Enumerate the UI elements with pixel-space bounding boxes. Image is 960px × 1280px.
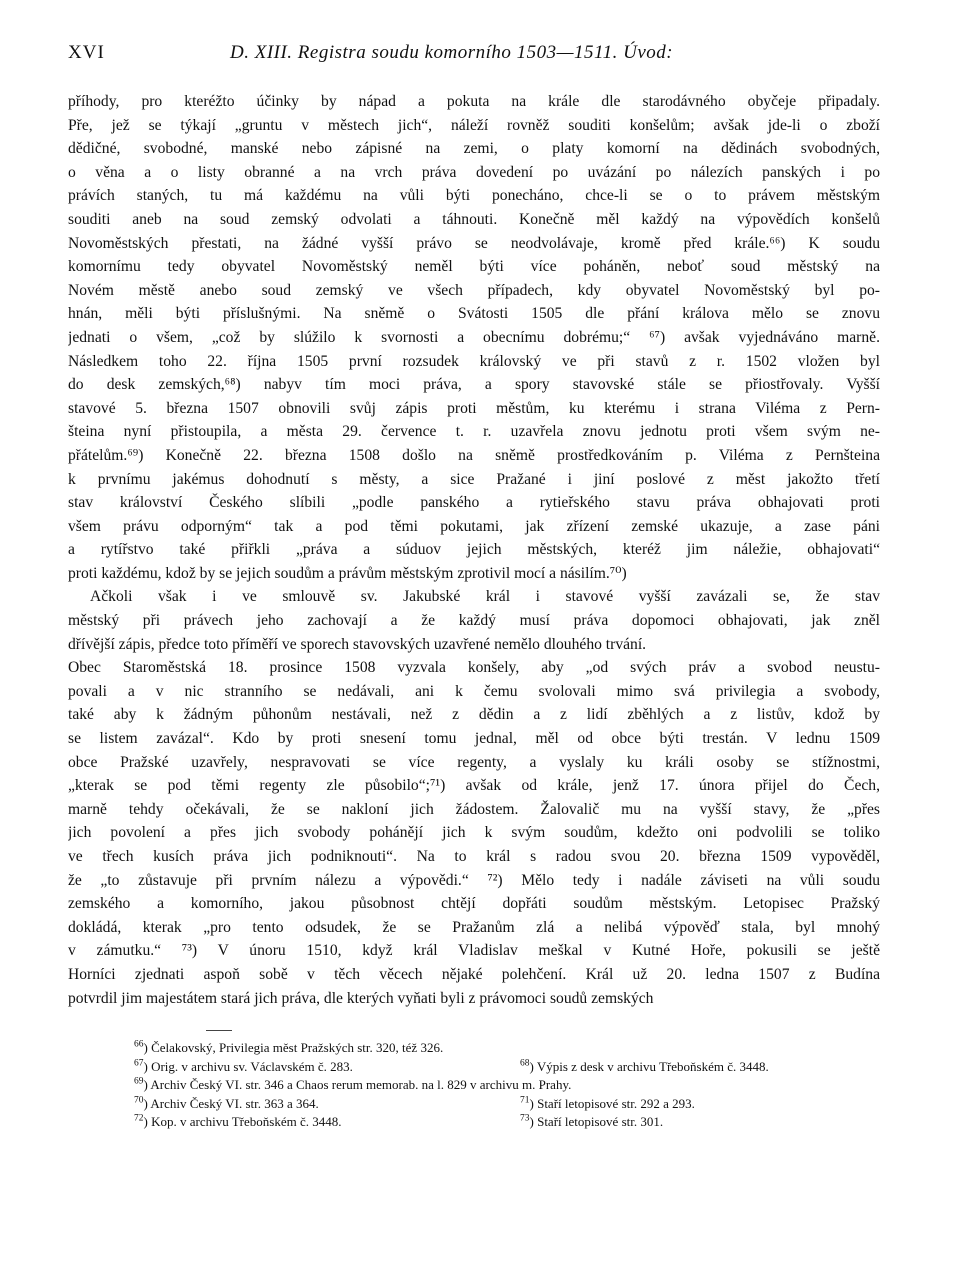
- footnote-text: Orig. v archivu sv. Václavském č. 283.: [151, 1058, 353, 1074]
- footnote: $^{68}$) Výpis z desk v archivu Třeboňském č. 3448.: [520, 1058, 769, 1074]
- text-line: v zámutku.“ ⁷³) V únoru 1510, když král Vladislav meškal v Kutné Hoře, pokusili se ještě: [68, 942, 880, 960]
- text-line: šteina nyní přistoupila, a města 29. července t. r. uzavřela znovu jednotu proti všem svým ne-: [68, 423, 880, 441]
- text-line: také aby k žádným půhonům nestávali, než z dědin a z lidí zběhlých a z listův, kdož by: [68, 706, 880, 724]
- footnote-text: Výpis z desk v archivu Třeboňském č. 3448.: [536, 1058, 769, 1074]
- text-line: právích staných, tu má každému na vůli býti ponecháno, chce-li se o to právem městským: [68, 187, 880, 205]
- footnote-text: Archiv Český VI. str. 363 a 364.: [150, 1095, 319, 1111]
- text-line: stav království Českého slíbili „podle panského a rytieřského stavu práva obhajovati proti: [68, 494, 880, 512]
- footnote-number: 73: [520, 1113, 530, 1124]
- footnote-text: Staří letopisové str. 292 a 293.: [537, 1095, 695, 1111]
- text-line: jednati o všem, „což by slúžilo k svornosti a obecnímu dobrému;“ ⁶⁷) avšak vyjednáváno marně.: [68, 328, 880, 346]
- text-line: se listem zavázal“. Kdo by proti snesení tomu jednal, měl od obce býti trestán. V lednu 1509: [68, 730, 880, 748]
- page-number: XVI: [68, 42, 105, 63]
- footnote-text: Archiv Český VI. str. 346 a Chaos rerum memorab. na l. 829 v archivu m. Prahy.: [150, 1077, 572, 1093]
- footnote: $^{70}$) Archiv Český VI. str. 363 a 364.: [134, 1095, 319, 1111]
- text-line: zemského a komorního, jakou působnost chtějí dopřáti soudům městským. Letopisec Pražský: [68, 895, 880, 913]
- text-line: ve třech kusích práva jich podniknouti“. Na to král s radou svou 20. března 1509 vypověděl,: [68, 848, 880, 865]
- footnote: $^{69}$) Archiv Český VI. str. 346 a Chaos rerum memorab. na l. 829 v archivu m. Prahy.: [134, 1076, 572, 1093]
- footnote-number: 70: [134, 1095, 144, 1106]
- text-line: proti každému, kdož by se jejich soudům a právům městským zprotivil mocí a násilím.⁷⁰): [68, 564, 627, 582]
- footnote-number: 66: [134, 1039, 144, 1050]
- page: [68, 36, 880, 1132]
- footnote: $^{71}$) Staří letopisové str. 292 a 293.: [520, 1095, 695, 1111]
- footnote-text: Kop. v archivu Třeboňském č. 3448.: [151, 1114, 342, 1130]
- text-line: marně tehdy očekávali, že se nakloní jich žádostem. Žalovalič mu na vyšší stavy, že „přes: [68, 800, 880, 818]
- text-line: že „to zůstavuje při prvním nálezu a výpovědi.“ ⁷²) Mělo tedy i nadále záviseti na vůli soudu: [68, 871, 880, 889]
- text-line: souditi aneb na soud zemský odvolati a táhnouti. Konečně měl každý na výpovědích konšelů: [68, 210, 880, 228]
- footnote-row: [134, 1076, 880, 1095]
- footnote-number: 68: [520, 1058, 530, 1069]
- footnote: $^{73}$) Staří letopisové str. 301.: [520, 1113, 664, 1130]
- text-line: dědičné, svobodné, manské nebo zápisné na zemi, o platy komorní na dědinách svobodných,: [68, 140, 880, 158]
- footnote: $^{72}$) Kop. v archivu Třeboňském č. 3448.: [134, 1113, 342, 1130]
- text-line: městský při právech jeho zachovají a že každý musí práva dopomoci obhajovati, jak zněl: [68, 612, 880, 630]
- text-line: všem právu odporným“ tak a pod těmi pokutami, jak zřízení zemské ukazuje, a zase páni: [68, 517, 880, 535]
- text-line: o věna a o listy obranné a na vrch práva dovedení po uvázání po nálezích panských i po: [68, 163, 880, 181]
- footnote-row: [134, 1113, 880, 1132]
- footnote-rule: [206, 1030, 232, 1031]
- text-line: příhody, pro kteréžto účinky by nápad a pokuta na krále dle starodávného obyčeje připadaly.: [68, 93, 880, 110]
- text-line: dokládá, kterak „pro tento odsudek, že se Pražanům zlá a nelibá výpověď stala, byl mnohý: [68, 918, 880, 936]
- body-text: [68, 90, 880, 1010]
- text-line: komornímu tedy obyvatel Novoměstský neměl býti více poháněn, neboť soud městský na: [68, 258, 880, 276]
- text-line: obce Pražské uzavřely, nespravovati se více regenty, a vyslaly ku králi osoby se stížnostmi,: [68, 753, 880, 771]
- text-line: hnán, měli býti příslušnými. Na sněmě o Svátosti 1505 dle přání králova mělo se znovu: [68, 305, 880, 323]
- footnote-text: Staří letopisové str. 301.: [537, 1114, 664, 1130]
- text-line: do desk zemských,⁶⁸) nabyv tím moci práva, a spory stavovské stále se přiostřovaly. Vyšší: [68, 376, 880, 394]
- footnote: $^{67}$) Orig. v archivu sv. Václavském č. 283.: [134, 1058, 353, 1074]
- running-head: [68, 36, 880, 70]
- text-line: Novém městě anebo soud zemský ve všech případech, kdy obyvatel Novoměstský byl po-: [68, 281, 880, 299]
- text-line: k prvnímu jakémus dohodnutí s městy, a sice Pražané i jiní poslové z měst jakožto třetí: [68, 470, 880, 488]
- footnote-row: [134, 1039, 880, 1058]
- text-line: Novoměstských přestati, na žádné vyšší právo se neodvolávaje, kromě před krále.⁶⁶) K soudu: [68, 234, 880, 252]
- footnote-number: 69: [134, 1076, 144, 1087]
- text-line: Horníci zjednati aspoň sobě v těch věcech nějaké polehčení. Král už 20. ledna 1507 z Budína: [68, 965, 880, 983]
- text-line: Ačkoli však i ve smlouvě sv. Jakubské král i stavové vyšší zavázali se, že stav: [90, 588, 880, 606]
- text-line: povali a v nic stranního se nedávali, ani k čemu svolovali mimo svá privilegia a svobody,: [68, 682, 880, 700]
- text-line: „kterak se pod těmi regenty zle působilo“;⁷¹) avšak od krále, jenž 17. února přijel do Čech,: [68, 777, 880, 795]
- text-line: a rytířstvo také přiřkli „práva a súduov jejich městských, kteréž jim náležie, obhajovati“: [68, 541, 880, 559]
- text-line: Pře, jež se týkají „gruntu v městech jich“, náleží rovněž souditi konšelům; avšak jde-li o zboží: [68, 116, 880, 134]
- text-line: Obec Staroměstská 18. prosince 1508 vyzvala konšely, aby „od svých práv a svobod neustu-: [68, 659, 880, 677]
- footnote-number: 72: [134, 1113, 144, 1124]
- text-line: stavové 5. března 1507 obnovili svůj zápis proti městům, ku kterému i strana Viléma z Pern-: [68, 399, 880, 417]
- footnote-row: [134, 1095, 880, 1114]
- footnote-number: 67: [134, 1058, 144, 1069]
- text-line: dřívější zápis, předce toto příměří ve sporech stavovských uzavřené nemělo dlouhého trvání.: [68, 635, 647, 653]
- footnote: $^{66}$) Čelakovský, Privilegia měst Pražských str. 320, též 326.: [134, 1039, 444, 1056]
- text-line: Následkem toho 22. října 1505 první rozsudek královský ve při stavů z r. 1502 vložen byl: [68, 352, 880, 370]
- footnote-text: Čelakovský, Privilegia měst Pražských str. 320, též 326.: [151, 1040, 444, 1056]
- text-line: potvrdil jim majestátem stará jich práva, dle kterých vyňati byli z právomoci soudů zemských: [68, 989, 654, 1007]
- running-title: D. XIII. Registra soudu komorního 1503—1511. Úvod:: [230, 42, 674, 63]
- text-line: jich povolení a přes jich svobody pohánějí jich k svým soudům, kdežto oni podvolili se toliko: [68, 824, 880, 842]
- footnotes: [68, 1030, 880, 1132]
- text-line: přátelům.⁶⁹) Konečně 22. března 1508 došlo na sněmě prostředkováním p. Viléma z Pernšteina: [68, 446, 880, 464]
- footnote-number: 71: [520, 1095, 530, 1106]
- footnote-row: [134, 1058, 880, 1077]
